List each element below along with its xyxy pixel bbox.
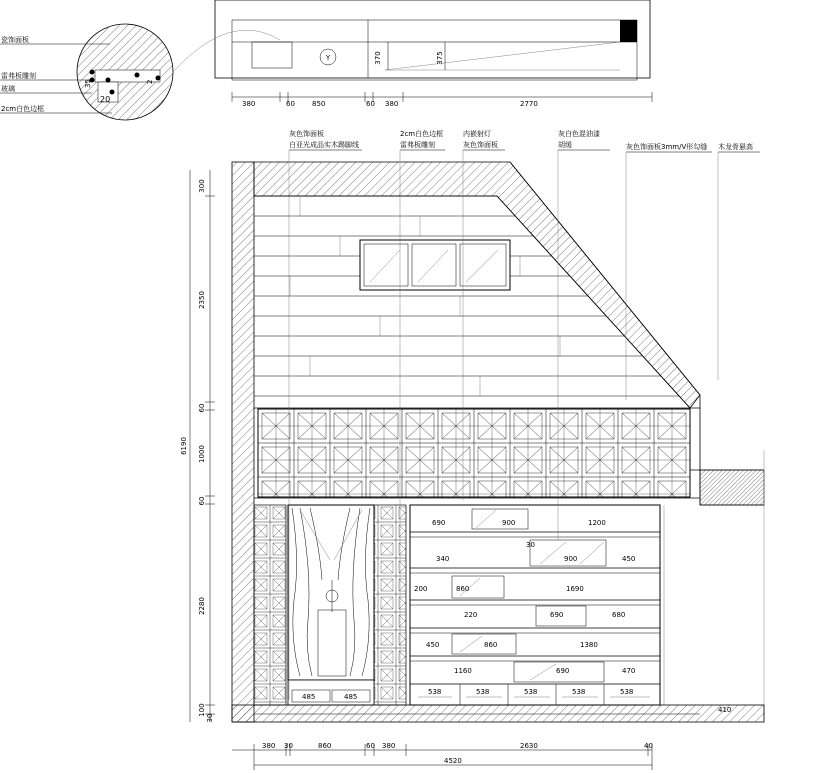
- left-dim-2350: 2350: [198, 291, 206, 309]
- left-dim-30: 30: [206, 713, 214, 723]
- label-4-line-1: 灰白色混油漆: [558, 130, 600, 138]
- top-height-dim-2: 375: [436, 51, 444, 65]
- shelf-dim: 690: [432, 519, 446, 527]
- drawer-dim: 538: [572, 688, 586, 696]
- label-1-line-1: 灰色饰面板: [289, 130, 324, 138]
- bottom-dim-380b: 380: [382, 742, 396, 750]
- callout-label-4: 2cm白色边框: [1, 105, 45, 113]
- shelf-dim: 450: [426, 641, 440, 649]
- shelf-dim: 900: [502, 519, 516, 527]
- label-2-line-2: 雷弗板雕刻: [400, 141, 435, 149]
- main-elevation: [232, 162, 764, 722]
- callout-dim-20: 20: [100, 95, 111, 104]
- top-dim-850: 850: [312, 100, 326, 108]
- drawer-dim: 538: [476, 688, 490, 696]
- small-dim-410: 410: [718, 706, 732, 714]
- top-height-dim-1: 370: [374, 51, 382, 65]
- top-width-dims: [232, 92, 652, 108]
- shelf-dim: 200: [414, 585, 428, 593]
- shelf-dim: 860: [484, 641, 498, 649]
- shelf-dim: 1200: [588, 519, 606, 527]
- bottom-dim-2630: 2630: [520, 742, 538, 750]
- shelf-dim: 900: [564, 555, 578, 563]
- shelf-dim: 1160: [454, 667, 472, 675]
- label-5: 灰色饰面板3mm/V形勾缝: [626, 143, 708, 151]
- label-1-line-2: 白亚光成品实木踢脚线: [289, 141, 359, 149]
- left-dim-300: 300: [198, 179, 206, 193]
- label-3-line-2: 灰色饰面板: [463, 141, 498, 149]
- top-dim-380a: 380: [242, 100, 256, 108]
- top-elevation: [215, 0, 652, 108]
- total-height: 6190: [180, 437, 188, 455]
- bottom-dim-60: 60: [366, 742, 375, 750]
- left-dimensions: [180, 170, 215, 722]
- drawer-dim: 538: [524, 688, 538, 696]
- top-dim-2770: 2770: [520, 100, 538, 108]
- top-dim-380b: 380: [385, 100, 399, 108]
- total-width: 4520: [444, 757, 462, 765]
- shelf-dim: 220: [464, 611, 478, 619]
- label-2-line-1: 2cm白色边框: [400, 130, 444, 138]
- left-dim-1000: 1000: [198, 445, 206, 463]
- shelf-dim: 690: [556, 667, 570, 675]
- label-6: 木龙骨悬高: [718, 143, 753, 151]
- label-4-line-2: 胡缓: [558, 141, 572, 149]
- left-dim-100: 100: [198, 703, 206, 717]
- top-dim-60a: 60: [286, 100, 295, 108]
- label-3-line-1: 内嵌射灯: [463, 130, 491, 138]
- cabinet-drawer-dim-1: 485: [302, 693, 316, 701]
- callout-dim-35: 35: [84, 79, 92, 88]
- top-dim-60b: 60: [366, 100, 375, 108]
- shelf-dim: 1380: [580, 641, 598, 649]
- shelf-dim: 450: [622, 555, 636, 563]
- left-dim-2280: 2280: [198, 597, 206, 615]
- bottom-dim-30: 30: [284, 742, 293, 750]
- cabinet-drawer-dim-2: 485: [344, 693, 358, 701]
- shelf-dim: 680: [612, 611, 626, 619]
- floor-slab: [232, 705, 764, 722]
- left-dim-60b: 60: [198, 496, 206, 506]
- callout-label-3: 玻璃: [1, 85, 15, 93]
- shelf-dim: 690: [550, 611, 564, 619]
- shelf-dim: 860: [456, 585, 470, 593]
- svg-text:Y: Y: [325, 54, 331, 62]
- shelving-unit: [410, 505, 660, 705]
- drawer-dim: 538: [428, 688, 442, 696]
- bottom-dim-380a: 380: [262, 742, 276, 750]
- bottom-dim-40: 40: [644, 742, 653, 750]
- curtain-niche: [288, 505, 374, 705]
- shelf-dim: 340: [436, 555, 450, 563]
- detail-callout: [0, 24, 280, 120]
- callout-label-2: 雷弗板雕刻: [1, 72, 36, 80]
- bottom-dimensions: [232, 742, 653, 770]
- lattice-band: [258, 409, 690, 497]
- shelf-dim: 30: [526, 541, 535, 549]
- left-dim-60a: 60: [198, 403, 206, 413]
- callout-dim-2: 2: [146, 79, 154, 84]
- drawer-dim: 538: [620, 688, 634, 696]
- window: [360, 240, 510, 290]
- bottom-dim-860: 860: [318, 742, 332, 750]
- callout-label-1: 瓷饰面板: [1, 36, 29, 44]
- shelf-dim: 470: [622, 667, 636, 675]
- right-lattice-column: [374, 505, 406, 705]
- left-lattice-column: [254, 505, 286, 705]
- shelf-dim: 1690: [566, 585, 584, 593]
